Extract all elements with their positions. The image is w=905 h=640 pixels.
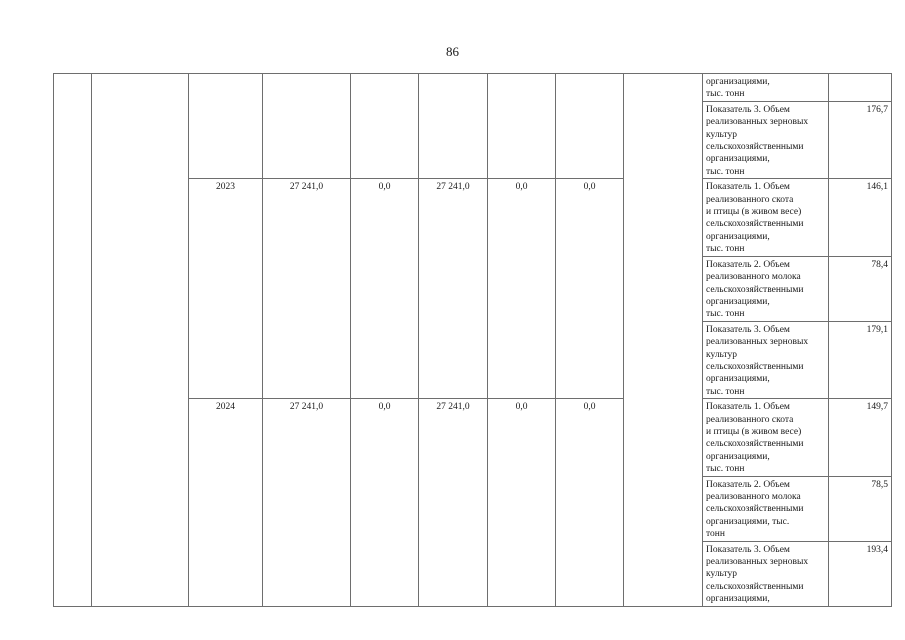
indicator-value-cell (829, 74, 892, 102)
indicator-value-cell: 149,7 (829, 399, 892, 476)
amount-cell: 0,0 (488, 179, 556, 399)
executor-cell (624, 74, 703, 607)
indicator-value-cell: 176,7 (829, 101, 892, 178)
year-cell (189, 74, 263, 179)
amount-cell (556, 74, 624, 179)
page-number: 86 (446, 44, 459, 59)
row-number-cell (54, 74, 92, 607)
indicator-value-cell: 146,1 (829, 179, 892, 256)
indicator-cell: организациями, тыс. тонн (703, 74, 829, 102)
indicator-cell: Показатель 3. Объем реализованных зерновых культур сельскохозяйственными организациями, (703, 541, 829, 606)
indicator-cell: Показатель 3. Объем реализованных зерновых культур сельскохозяйственными организациями, тыс. тонн (703, 321, 829, 398)
amount-cell: 0,0 (351, 399, 419, 607)
amount-cell: 0,0 (351, 179, 419, 399)
name-cell (92, 74, 189, 607)
indicator-cell: Показатель 3. Объем реализованных зерновых культур сельскохозяйственными организациями, тыс. тонн (703, 101, 829, 178)
indicator-cell: Показатель 2. Объем реализованного молока сельскохозяйственными организациями, тыс. тонн (703, 476, 829, 541)
program-table (53, 73, 892, 607)
amount-total-cell: 27 241,0 (263, 399, 351, 607)
amount-cell (488, 74, 556, 179)
indicator-cell: Показатель 1. Объем реализованного скота и птицы (в живом весе) сельскохозяйственными организациями, тыс. тонн (703, 179, 829, 256)
amount-cell: 0,0 (556, 399, 624, 607)
indicator-value-cell: 193,4 (829, 541, 892, 606)
year-cell: 2023 (189, 179, 263, 399)
table-row (54, 74, 892, 102)
amount-cell: 0,0 (488, 399, 556, 607)
amount-total-cell: 27 241,0 (263, 179, 351, 399)
amount-cell: 27 241,0 (419, 399, 488, 607)
indicator-cell: Показатель 2. Объем реализованного молока сельскохозяйственными организациями, тыс. тонн (703, 256, 829, 321)
indicator-value-cell: 179,1 (829, 321, 892, 398)
amount-cell (351, 74, 419, 179)
indicator-cell: Показатель 1. Объем реализованного скота и птицы (в живом весе) сельскохозяйственными организациями, тыс. тонн (703, 399, 829, 476)
amount-total-cell (263, 74, 351, 179)
year-cell: 2024 (189, 399, 263, 607)
amount-cell: 0,0 (556, 179, 624, 399)
amount-cell: 27 241,0 (419, 179, 488, 399)
amount-cell (419, 74, 488, 179)
indicator-value-cell: 78,4 (829, 256, 892, 321)
indicator-value-cell: 78,5 (829, 476, 892, 541)
